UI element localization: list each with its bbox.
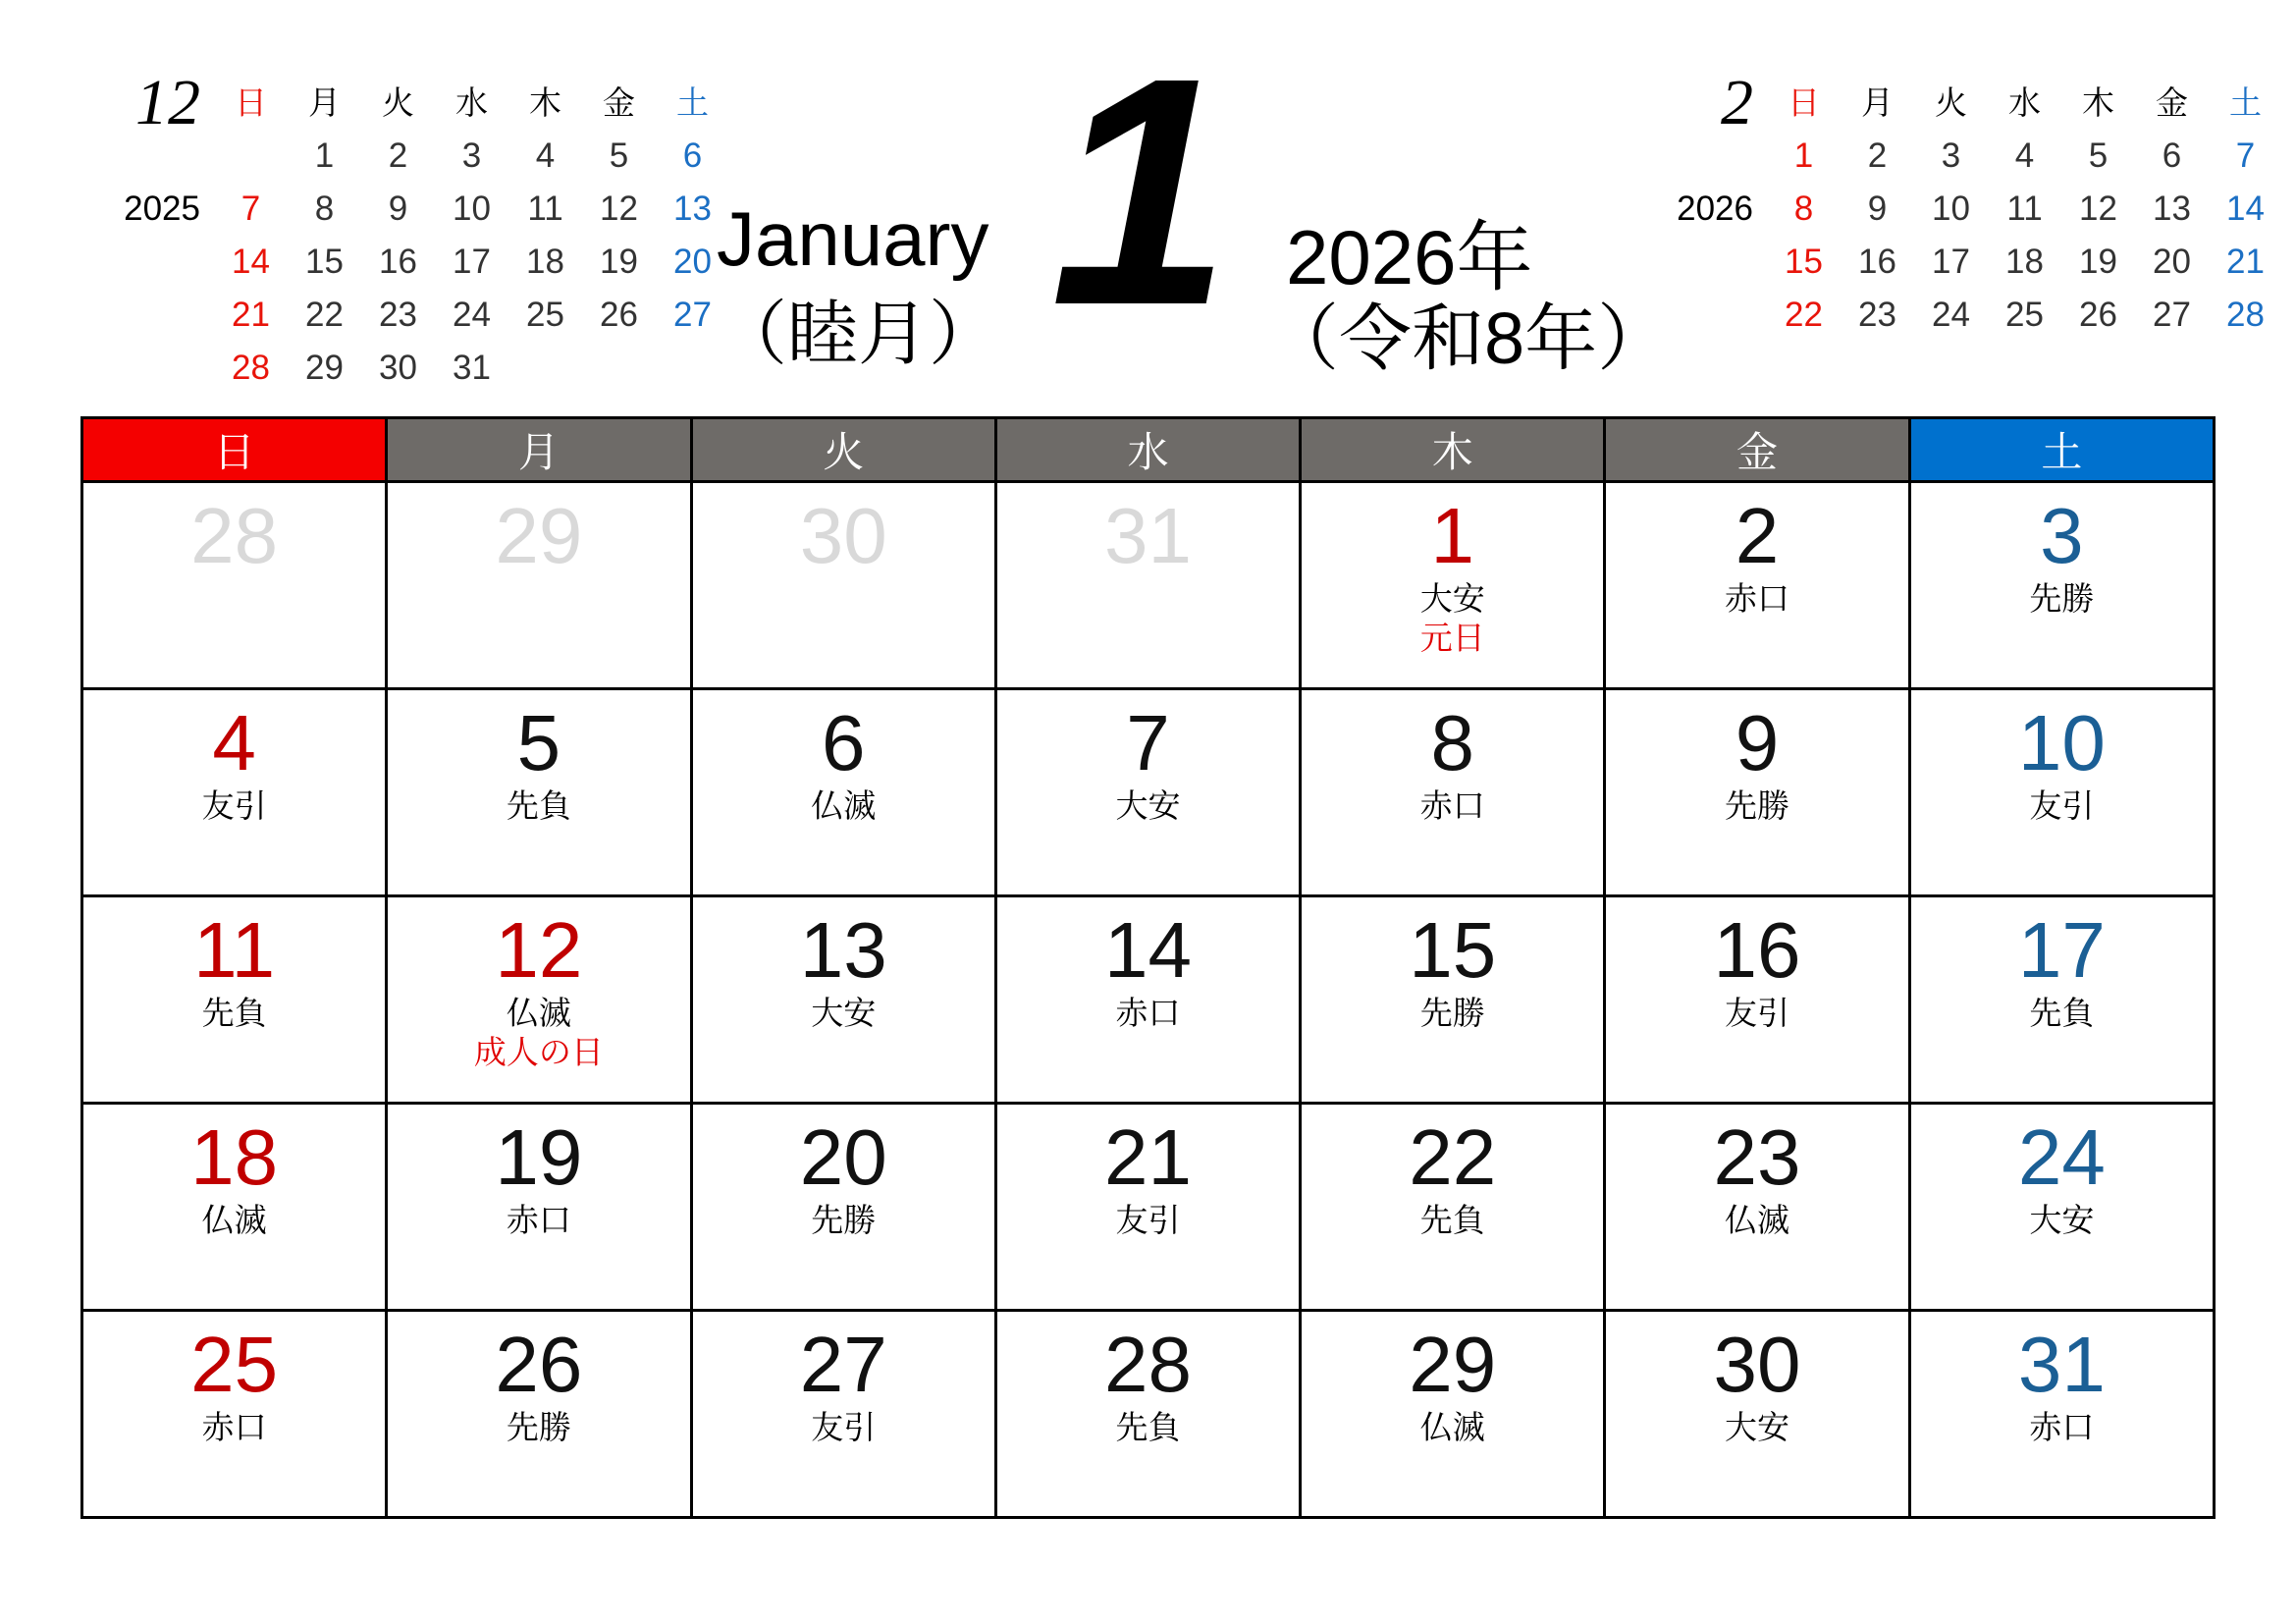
mini-weekday-header: 月 — [1861, 84, 1894, 121]
weekday-header-5: 金 — [1605, 418, 1909, 482]
mini-weekday-header: 木 — [529, 84, 561, 121]
mini-day-cell: 2 — [1867, 136, 1888, 175]
day-cell[interactable] — [387, 1311, 691, 1518]
day-cell-content — [388, 1113, 689, 1309]
rokuyo-label: 友引 — [811, 1409, 877, 1445]
day-cell[interactable] — [1909, 1104, 2214, 1311]
rokuyo-label: 先負 — [201, 995, 267, 1031]
weekday-header-2: 火 — [691, 418, 995, 482]
mini-weekday-header: 火 — [382, 84, 414, 121]
day-number: 2 — [1735, 492, 1780, 579]
mini-day-cell: 6 — [682, 136, 703, 175]
day-cell-content — [1606, 1113, 1907, 1309]
mini-day-cell: 9 — [388, 189, 408, 228]
week-row — [82, 1311, 2215, 1518]
day-cell-content — [1606, 906, 1907, 1102]
day-cell-content — [388, 906, 689, 1102]
rokuyo-label: 先負 — [1115, 1409, 1181, 1445]
rokuyo-label: 大安 — [1115, 787, 1181, 824]
mini-day-cell: 2 — [388, 136, 408, 175]
mini-day-cell: 23 — [1858, 296, 1896, 334]
mini-day-cell: 5 — [2088, 136, 2109, 175]
rokuyo-label: 友引 — [201, 787, 267, 824]
mini-day-cell — [1767, 342, 1841, 395]
mini-year-label: 2026 — [1677, 189, 1753, 228]
mini-day-cell: 21 — [2226, 243, 2265, 281]
rokuyo-label: 仏滅 — [506, 995, 571, 1031]
rokuyo-label: 先負 — [506, 787, 571, 824]
rokuyo-label: 先負 — [1419, 1202, 1485, 1238]
year-label: 2026年 — [1286, 214, 1533, 300]
month-name-japanese: （睦月） — [717, 296, 1000, 374]
day-cell[interactable] — [1301, 896, 1605, 1104]
day-number: 5 — [516, 699, 561, 786]
day-cell-content — [1302, 699, 1603, 894]
mini-day-cell: 29 — [305, 349, 344, 387]
rokuyo-label: 大安 — [1419, 580, 1485, 617]
day-cell-content — [693, 1321, 994, 1516]
day-cell-content — [1911, 906, 2213, 1102]
day-cell-content — [1606, 1321, 1907, 1516]
day-cell-content — [1302, 1321, 1603, 1516]
day-cell[interactable] — [1909, 1311, 2214, 1518]
day-cell[interactable] — [387, 896, 691, 1104]
day-cell[interactable] — [82, 482, 387, 689]
day-number: 30 — [799, 492, 887, 579]
mini-day-cell: 25 — [526, 296, 564, 334]
day-cell[interactable] — [387, 1104, 691, 1311]
day-number: 14 — [1103, 906, 1192, 994]
day-number: 13 — [799, 906, 887, 994]
mini-weekday-header: 日 — [1788, 84, 1820, 121]
day-cell[interactable] — [82, 1104, 387, 1311]
month-grid — [80, 416, 2216, 1519]
day-number: 11 — [193, 906, 276, 994]
rokuyo-label: 友引 — [1115, 1202, 1181, 1238]
day-number: 31 — [2017, 1321, 2106, 1408]
rokuyo-label: 大安 — [2029, 1202, 2095, 1238]
day-cell-content — [997, 699, 1299, 894]
day-cell[interactable] — [1909, 896, 2214, 1104]
mini-weekday-header: 金 — [2156, 84, 2188, 121]
mini-day-cell: 24 — [453, 296, 491, 334]
month-title-block — [677, 10, 1671, 379]
mini-weekday-header: 火 — [1935, 84, 1967, 121]
mini-month-number: 12 — [135, 67, 200, 138]
day-number: 7 — [1126, 699, 1170, 786]
day-cell-content — [693, 1113, 994, 1309]
mini-day-cell: 27 — [2153, 296, 2191, 334]
mini-day-cell: 13 — [673, 189, 712, 228]
mini-row-spacer — [1659, 289, 1767, 342]
day-cell-content — [1911, 492, 2213, 687]
mini-day-cell: 21 — [232, 296, 270, 334]
day-cell[interactable] — [387, 689, 691, 896]
mini-day-cell: 25 — [2005, 296, 2044, 334]
mini-day-cell — [1841, 342, 1914, 395]
month-name-english: January — [717, 195, 989, 282]
day-cell-content — [1911, 699, 2213, 894]
day-number: 24 — [2017, 1113, 2106, 1201]
mini-day-cell: 31 — [453, 349, 491, 387]
mini-calendar-next-month — [1659, 67, 2282, 395]
day-number: 27 — [799, 1321, 887, 1408]
mini-day-cell: 4 — [2014, 136, 2035, 175]
mini-day-cell: 26 — [600, 296, 638, 334]
day-number: 21 — [1103, 1113, 1192, 1201]
mini-row-spacer — [1659, 130, 1767, 183]
day-cell[interactable] — [691, 1104, 995, 1311]
era-label: （令和8年） — [1266, 298, 1671, 379]
holiday-label: 元日 — [1419, 620, 1485, 656]
day-cell[interactable] — [1605, 1104, 1909, 1311]
day-number: 16 — [1713, 906, 1801, 994]
rokuyo-label: 仏滅 — [1725, 1202, 1790, 1238]
weekday-header-3: 水 — [995, 418, 1300, 482]
mini-day-cell: 12 — [2079, 189, 2117, 228]
mini-day-cell: 18 — [2005, 243, 2044, 281]
day-number: 12 — [495, 906, 583, 994]
mini-row-spacer — [1659, 236, 1767, 289]
day-cell-content — [693, 906, 994, 1102]
rokuyo-label: 友引 — [2029, 787, 2095, 824]
day-cell-content — [997, 906, 1299, 1102]
rokuyo-label: 先勝 — [2029, 580, 2095, 617]
day-cell-content — [83, 1113, 385, 1309]
day-cell[interactable] — [82, 689, 387, 896]
day-number: 1 — [1430, 492, 1475, 579]
day-cell[interactable] — [691, 689, 995, 896]
mini-day-cell: 28 — [232, 349, 270, 387]
day-number: 29 — [1409, 1321, 1497, 1408]
day-number: 20 — [799, 1113, 887, 1201]
day-number: 19 — [495, 1113, 583, 1201]
mini-day-cell: 17 — [1932, 243, 1970, 281]
day-number: 6 — [821, 699, 866, 786]
day-cell[interactable] — [82, 1311, 387, 1518]
mini-day-cell: 8 — [1793, 189, 1814, 228]
day-cell[interactable] — [995, 1104, 1300, 1311]
day-number: 28 — [1103, 1321, 1192, 1408]
day-cell[interactable] — [1909, 482, 2214, 689]
mini-day-cell — [2209, 342, 2282, 395]
mini-weekday-header: 水 — [455, 84, 488, 121]
mini-weekday-header: 日 — [235, 84, 267, 121]
mini-weekday-header: 月 — [308, 84, 341, 121]
day-cell-content — [1606, 699, 1907, 894]
weekday-header-4: 木 — [1301, 418, 1605, 482]
day-cell-content — [997, 1321, 1299, 1516]
day-number: 10 — [2017, 699, 2106, 786]
day-cell[interactable] — [995, 1311, 1300, 1518]
weekday-header-6: 土 — [1909, 418, 2214, 482]
rokuyo-label: 友引 — [1725, 995, 1790, 1031]
rokuyo-label: 仏滅 — [201, 1202, 267, 1238]
day-cell-content — [83, 906, 385, 1102]
day-cell-content — [997, 1113, 1299, 1309]
mini-day-cell: 1 — [1793, 136, 1814, 175]
mini-row-spacer — [106, 130, 214, 183]
day-number: 29 — [495, 492, 583, 579]
rokuyo-label: 赤口 — [1419, 787, 1485, 824]
mini-day-cell: 28 — [2226, 296, 2265, 334]
day-cell-content — [83, 492, 385, 687]
mini-weekday-header: 水 — [2008, 84, 2041, 121]
weekday-header-0: 日 — [82, 418, 387, 482]
day-cell[interactable] — [1301, 1104, 1605, 1311]
day-number: 23 — [1713, 1113, 1801, 1201]
mini-weekday-header: 土 — [676, 84, 709, 121]
holiday-label: 成人の日 — [473, 1034, 604, 1070]
mini-row-spacer — [106, 236, 214, 289]
mini-day-cell: 22 — [305, 296, 344, 334]
week-row — [82, 482, 2215, 689]
mini-calendar-prev-month — [106, 67, 729, 395]
week-row — [82, 896, 2215, 1104]
mini-month-number: 2 — [1721, 67, 1753, 138]
mini-day-cell: 10 — [1932, 189, 1970, 228]
mini-day-cell: 14 — [2226, 189, 2265, 228]
day-cell-content — [1606, 492, 1907, 687]
mini-day-cell: 18 — [526, 243, 564, 281]
day-cell[interactable] — [691, 482, 995, 689]
mini-day-cell: 16 — [379, 243, 417, 281]
day-cell-content — [1302, 492, 1603, 687]
day-number: 4 — [212, 699, 256, 786]
day-cell-content — [693, 699, 994, 894]
day-number: 22 — [1409, 1113, 1497, 1201]
mini-weekday-header: 木 — [2082, 84, 2114, 121]
mini-row-spacer — [106, 289, 214, 342]
day-cell-content — [1911, 1321, 2213, 1516]
rokuyo-label: 先負 — [2029, 995, 2095, 1031]
mini-day-cell: 30 — [379, 349, 417, 387]
rokuyo-label: 仏滅 — [1419, 1409, 1485, 1445]
mini-day-cell: 15 — [305, 243, 344, 281]
week-row — [82, 1104, 2215, 1311]
mini-day-cell — [1988, 342, 2061, 395]
mini-day-cell: 14 — [232, 243, 270, 281]
mini-day-cell: 8 — [314, 189, 335, 228]
mini-day-cell: 23 — [379, 296, 417, 334]
mini-day-cell: 27 — [673, 296, 712, 334]
mini-day-cell: 13 — [2153, 189, 2191, 228]
mini-row-spacer — [106, 342, 214, 395]
day-cell-content — [693, 492, 994, 687]
rokuyo-label: 大安 — [811, 995, 877, 1031]
calendar-header — [0, 0, 2296, 407]
mini-day-cell: 26 — [2079, 296, 2117, 334]
day-cell[interactable] — [691, 1311, 995, 1518]
day-number: 15 — [1409, 906, 1497, 994]
day-cell[interactable] — [1605, 482, 1909, 689]
rokuyo-label: 赤口 — [1115, 995, 1181, 1031]
day-cell[interactable] — [1301, 482, 1605, 689]
month-number-large: 1 — [1050, 10, 1231, 372]
day-cell[interactable] — [1605, 1311, 1909, 1518]
mini-day-cell: 20 — [2153, 243, 2191, 281]
day-cell-content — [83, 1321, 385, 1516]
mini-day-cell: 11 — [527, 189, 563, 228]
mini-day-cell — [582, 342, 656, 395]
day-cell-content — [83, 699, 385, 894]
day-number: 3 — [2040, 492, 2084, 579]
mini-weekday-header: 土 — [2229, 84, 2262, 121]
mini-day-cell: 12 — [600, 189, 638, 228]
rokuyo-label: 赤口 — [201, 1409, 267, 1445]
day-cell[interactable] — [82, 896, 387, 1104]
week-row — [82, 689, 2215, 896]
day-cell[interactable] — [1605, 896, 1909, 1104]
day-number: 25 — [190, 1321, 279, 1408]
mini-day-cell: 17 — [453, 243, 491, 281]
day-number: 31 — [1103, 492, 1192, 579]
day-number: 8 — [1430, 699, 1475, 786]
mini-day-cell: 16 — [1858, 243, 1896, 281]
day-cell-content — [1302, 1113, 1603, 1309]
mini-day-cell: 7 — [240, 189, 261, 228]
day-number: 30 — [1713, 1321, 1801, 1408]
day-cell[interactable] — [1301, 689, 1605, 896]
rokuyo-label: 先勝 — [1419, 995, 1485, 1031]
rokuyo-label: 赤口 — [1725, 580, 1790, 617]
weekday-header-1: 月 — [387, 418, 691, 482]
mini-day-cell — [2061, 342, 2135, 395]
day-number: 17 — [2017, 906, 2106, 994]
day-cell[interactable] — [995, 896, 1300, 1104]
mini-day-cell: 19 — [600, 243, 638, 281]
day-cell[interactable] — [1605, 689, 1909, 896]
day-cell-content — [1911, 1113, 2213, 1309]
mini-day-cell: 1 — [314, 136, 335, 175]
mini-day-cell: 24 — [1932, 296, 1970, 334]
mini-day-cell: 5 — [609, 136, 629, 175]
day-cell[interactable] — [691, 896, 995, 1104]
day-number: 18 — [190, 1113, 279, 1201]
mini-day-cell: 19 — [2079, 243, 2117, 281]
mini-day-cell — [2135, 342, 2209, 395]
mini-day-cell: 3 — [461, 136, 482, 175]
day-cell[interactable] — [995, 482, 1300, 689]
weekday-header-row — [82, 418, 2215, 482]
rokuyo-label: 仏滅 — [811, 787, 877, 824]
day-cell-content — [388, 492, 689, 687]
day-cell[interactable] — [995, 689, 1300, 896]
day-number: 9 — [1735, 699, 1780, 786]
mini-day-cell: 22 — [1785, 296, 1823, 334]
day-cell-content — [388, 1321, 689, 1516]
day-cell-content — [1302, 906, 1603, 1102]
mini-day-cell: 15 — [1785, 243, 1823, 281]
day-cell[interactable] — [1909, 689, 2214, 896]
mini-weekday-header: 金 — [603, 84, 635, 121]
day-cell-content — [388, 699, 689, 894]
day-number: 26 — [495, 1321, 583, 1408]
rokuyo-label: 先勝 — [506, 1409, 571, 1445]
day-cell[interactable] — [387, 482, 691, 689]
mini-day-cell: 4 — [535, 136, 556, 175]
rokuyo-label: 大安 — [1725, 1409, 1790, 1445]
mini-day-cell: 7 — [2235, 136, 2256, 175]
mini-day-cell: 3 — [1941, 136, 1961, 175]
mini-day-cell: 9 — [1867, 189, 1888, 228]
mini-day-cell: 10 — [453, 189, 491, 228]
mini-day-cell: 11 — [2006, 189, 2043, 228]
mini-row-spacer — [1659, 342, 1767, 395]
day-number: 28 — [190, 492, 279, 579]
rokuyo-label: 赤口 — [2029, 1409, 2095, 1445]
mini-year-label: 2025 — [124, 189, 200, 228]
rokuyo-label: 先勝 — [1725, 787, 1790, 824]
day-cell-content — [997, 492, 1299, 687]
day-cell[interactable] — [1301, 1311, 1605, 1518]
rokuyo-label: 赤口 — [506, 1202, 571, 1238]
rokuyo-label: 先勝 — [811, 1202, 877, 1238]
mini-day-cell — [214, 130, 288, 183]
mini-day-cell: 20 — [673, 243, 712, 281]
mini-day-cell — [1914, 342, 1988, 395]
mini-day-cell: 6 — [2162, 136, 2182, 175]
mini-day-cell — [508, 342, 582, 395]
